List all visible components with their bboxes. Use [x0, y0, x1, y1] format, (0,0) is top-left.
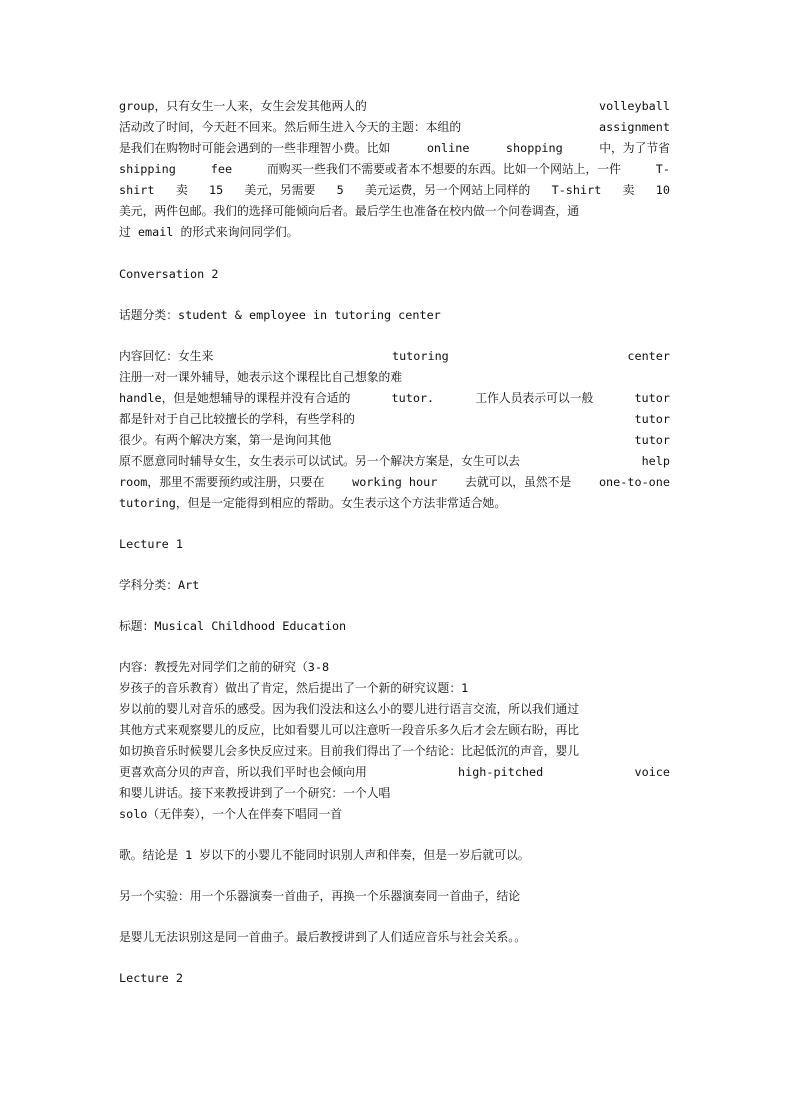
text-run: 很少。有两个解决方案，第一是询问其他	[119, 433, 332, 447]
text-line	[119, 657, 670, 678]
text-line	[119, 493, 670, 514]
text-run: 美元，另需要	[244, 183, 316, 197]
text-line	[119, 678, 670, 699]
text-run: 都是针对于自己比较擅长的学科，有些学科的	[119, 412, 355, 426]
text-run: shopping	[505, 141, 563, 155]
text-line	[119, 762, 670, 783]
text-line	[119, 720, 670, 741]
text-run: tutor	[634, 412, 670, 426]
text-run: help	[641, 454, 670, 468]
text-line	[119, 783, 670, 804]
text-run: handle，但是她想辅导的课程并没有合适的	[119, 391, 351, 405]
text-run: tutoring，但是一定能得到相应的帮助。女生表示这个方法非常适合她。	[119, 496, 507, 510]
text-run: online	[426, 141, 470, 155]
text-run: 10	[655, 183, 670, 197]
text-run: working hour	[352, 475, 438, 489]
text-run: 其他方式来观察婴儿的反应，比如看婴儿可以注意听一段音乐多久后才会左顾右盼，再比	[119, 723, 580, 737]
text-run: 是我们在购物时可能会遇到的一些非理智小费。比如	[119, 141, 391, 155]
text-run: T-shirt	[551, 183, 602, 197]
text-run: voice	[634, 765, 670, 779]
text-run: 如切换音乐时候婴儿会多快反应过来。目前我们得出了一个结论：比起低沉的声音，婴儿	[119, 744, 580, 758]
text-line	[119, 201, 670, 222]
text-run: 中，为了节省	[599, 141, 670, 155]
text-run: room，那里不需要预约或注册，只要在	[119, 475, 325, 489]
text-run: shipping	[119, 162, 176, 176]
text-line	[119, 180, 670, 201]
text-line	[119, 741, 670, 762]
lecture1-subject: 学科分类：Art	[119, 578, 200, 592]
lecture1-paragraph-2: 歌。结论是 1 岁以下的小婴儿不能同时识别人声和伴奏，但是一岁后就可以。	[119, 848, 530, 862]
text-line	[119, 346, 670, 367]
text-run: high-pitched	[458, 765, 544, 779]
text-run: tutor	[634, 391, 670, 405]
text-line	[119, 430, 670, 451]
text-line	[119, 409, 670, 430]
text-run: 去就可以，虽然不是	[465, 475, 572, 489]
document-page	[119, 96, 670, 989]
text-run: one-to-one	[598, 475, 670, 489]
text-run: 美元，两件包邮。我们的选择可能倾向后者。最后学生也准备在校内做一个问卷调查，通	[119, 204, 580, 218]
lecture1-paragraph-3: 另一个实验：用一个乐器演奏一首曲子，再换一个乐器演奏同一首曲子，结论	[119, 889, 521, 903]
lecture1-title: 标题：Musical Childhood Education	[119, 619, 347, 633]
text-run: 内容回忆：女生来	[119, 349, 214, 363]
text-run: 更喜欢高分贝的声音，所以我们平时也会倾向用	[119, 765, 367, 779]
text-run: tutor.	[391, 391, 435, 405]
text-run: fee	[210, 162, 233, 176]
text-line	[119, 388, 670, 409]
text-run: 内容：教授先对同学们之前的研究（3-8	[119, 660, 330, 674]
conversation2-content	[119, 346, 670, 514]
text-line	[119, 804, 670, 825]
text-run: 而购买一些我们不需要或者本不想要的东西。比如一个网站上，一件	[266, 162, 621, 176]
text-run: 15	[208, 183, 224, 197]
text-run: tutoring	[391, 349, 449, 363]
text-line	[119, 451, 670, 472]
lecture1-content	[119, 657, 670, 825]
lecture2-heading: Lecture 2	[119, 971, 183, 985]
text-run: 注册一对一课外辅导，她表示这个课程比自己想象的难	[119, 370, 403, 384]
text-line	[119, 699, 670, 720]
text-line	[119, 138, 670, 159]
text-line	[119, 159, 670, 180]
text-run: 卖	[175, 183, 188, 197]
text-run: 活动改了时间，今天赶不回来。然后师生进入今天的主题：本组的	[119, 120, 462, 134]
text-line	[119, 472, 670, 493]
text-line	[119, 222, 670, 243]
text-run: 工作人员表示可以一般	[475, 391, 594, 405]
lecture1-paragraph-4: 是婴儿无法识别这是同一首曲子。最后教授讲到了人们适应音乐与社会关系。。	[119, 930, 526, 944]
lecture1-heading: Lecture 1	[119, 537, 183, 551]
text-line	[119, 96, 670, 117]
text-run: solo（无伴奏），一个人在伴奏下唱同一首	[119, 807, 343, 821]
text-run: volleyball	[598, 99, 670, 113]
text-run: 卖	[622, 183, 635, 197]
text-run: tutor	[634, 433, 670, 447]
text-run: assignment	[598, 120, 670, 134]
text-run: 5	[336, 183, 344, 197]
text-run: 过 email 的形式来询问同学们。	[119, 225, 299, 239]
text-run: 美元运费，另一个网站上同样的	[365, 183, 531, 197]
text-run: T-	[655, 162, 670, 176]
conversation2-topic: 话题分类：student & employee in tutoring center	[119, 308, 441, 322]
text-run: group，只有女生一人来，女生会发其他两人的	[119, 99, 367, 113]
text-run: center	[627, 349, 670, 363]
conversation2-heading: Conversation 2	[119, 267, 219, 281]
text-run: 原不愿意同时辅导女生，女生表示可以试试。另一个解决方案是，女生可以去	[119, 454, 521, 468]
conversation1-paragraph	[119, 96, 670, 243]
text-run: 和婴儿讲话。接下来教授讲到了一个研究：一个人唱	[119, 786, 391, 800]
text-run: 岁孩子的音乐教育）做出了肯定，然后提出了一个新的研究议题：1	[119, 681, 469, 695]
text-run: 岁以前的婴儿对音乐的感受。因为我们没法和这么小的婴儿进行语言交流，所以我们通过	[119, 702, 580, 716]
text-line	[119, 367, 670, 388]
text-line	[119, 117, 670, 138]
text-run: shirt	[119, 183, 155, 197]
